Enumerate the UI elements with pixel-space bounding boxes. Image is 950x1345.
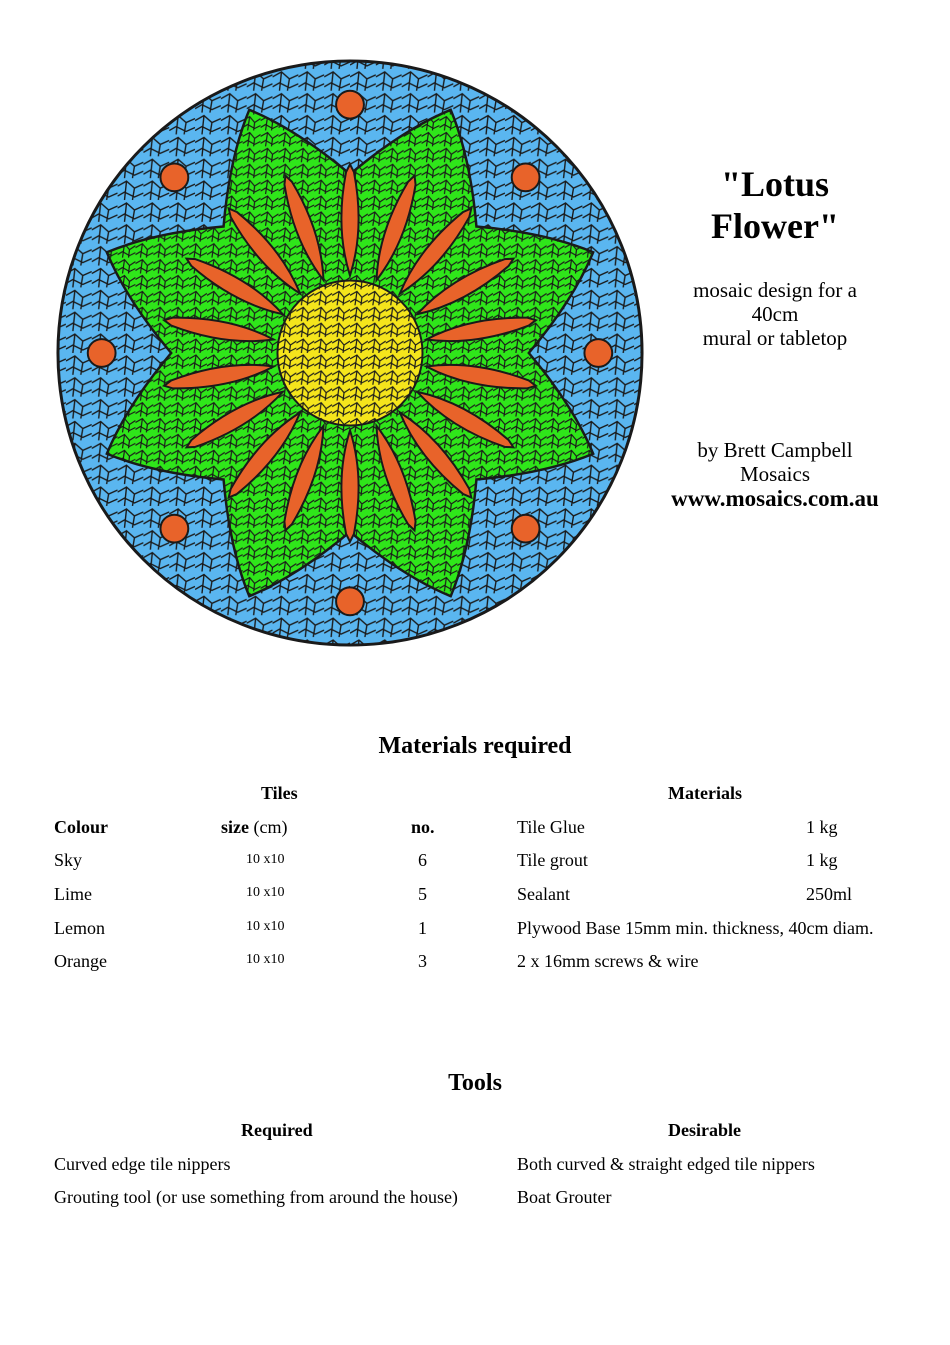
required-tools-heading: Required [241,1120,313,1140]
material-name: 2 x 16mm screws & wire [517,951,699,971]
material-name: Tile Glue [517,817,585,837]
tile-size: 10 x10 [246,952,285,967]
size-column-header [221,817,287,838]
lotus-mosaic-artwork [52,55,648,651]
orange-dot [336,91,364,119]
required-tool-item: Curved edge tile nippers [54,1154,231,1174]
tile-colour: Lime [54,884,92,904]
website-link[interactable]: www.mosaics.com.au [671,486,879,511]
design-subtitle: mosaic design for a 40cm mural or tabletop [693,278,857,350]
tile-size: 10 x10 [246,919,285,934]
desirable-tool-item: Boat Grouter [517,1187,612,1207]
tile-size: 10 x10 [246,885,285,900]
required-tool-item: Grouting tool (or use something from around the house) [54,1187,458,1207]
size-label: size [221,817,249,837]
orange-dot [160,163,188,191]
tile-colour: Lemon [54,918,105,938]
orange-dot [160,515,188,543]
orange-dot [336,587,364,615]
material-name: Plywood Base 15mm min. thickness, 40cm diam. [517,918,874,938]
material-quantity: 1 kg [806,850,838,870]
orange-dot [88,339,116,367]
title-line-2: Flower" [711,206,839,246]
materials-section-title: Materials required [378,733,572,759]
count-column-header: no. [411,817,435,837]
tiles-heading: Tiles [261,783,298,803]
tile-count: 1 [418,918,427,938]
desirable-tool-item: Both curved & straight edged tile nippers [517,1154,815,1174]
orange-dot [512,163,540,191]
author-byline: by Brett Campbell Mosaics [697,438,853,486]
material-quantity: 250ml [806,884,853,904]
colour-column-header: Colour [54,817,108,837]
design-title [650,163,900,247]
tools-section-title: Tools [448,1070,502,1096]
orange-dot [512,515,540,543]
tile-colour: Orange [54,951,107,971]
tile-count: 3 [418,951,427,971]
tile-count: 5 [418,884,427,904]
size-unit: (cm) [253,817,288,837]
desirable-tools-heading: Desirable [668,1120,741,1140]
tile-size: 10 x10 [246,852,285,867]
material-name: Sealant [517,884,570,904]
orange-dot [584,339,612,367]
tile-colour: Sky [54,850,83,870]
title-line-1: "Lotus [720,164,830,204]
tile-count: 6 [418,850,427,870]
material-quantity: 1 kg [806,817,838,837]
materials-heading: Materials [668,783,742,803]
material-name: Tile grout [517,850,588,870]
